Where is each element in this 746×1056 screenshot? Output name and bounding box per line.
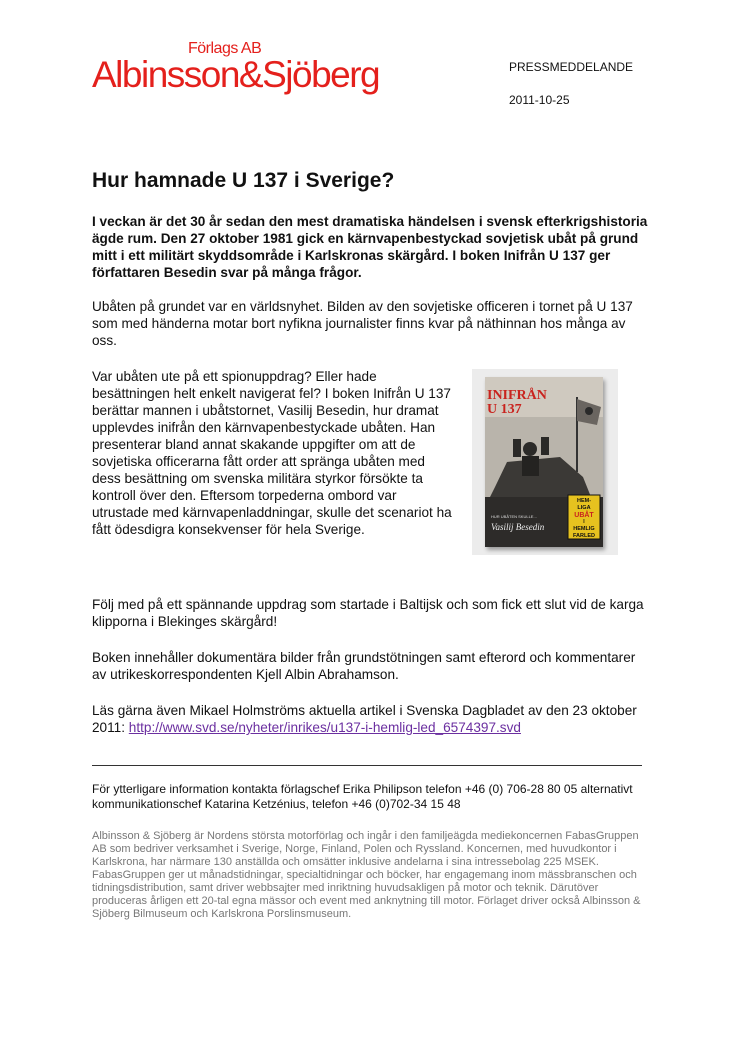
badge-line-3: UBÅT	[574, 512, 594, 519]
press-release-label: PRESSMEDDELANDE	[509, 60, 634, 74]
body-paragraph-3: Följ med på ett spännande uppdrag som startade i Baltijsk och som fick ett slut vid de karga klipporna i Blekinges skärgård!	[92, 597, 644, 629]
badge-line-4: I	[583, 519, 585, 525]
badge-line-5: HEMLIG	[573, 526, 595, 532]
book-cover	[485, 377, 603, 547]
logo-wordmark: Albinsson&Sjöberg	[92, 54, 380, 95]
article-reference-text: Läs gärna även Mikael Holmströms aktuella artikel i Svenska Dagbladet av den 23 oktober 2011:	[92, 703, 637, 735]
book-cover-image	[472, 369, 618, 555]
press-release-date: 2011-10-25	[509, 93, 570, 107]
book-title-line-1: INIFRÅN	[487, 388, 547, 403]
divider	[92, 765, 642, 766]
body-paragraph-1: Ubåten på grundet var en världsnyhet. Bilden av den sovjetiske officeren i tornet på U 137 som med händerna motar bort nyfikna journalister finns kvar på näthinnan hos många av oss.	[92, 299, 633, 348]
logo-subtitle: Förlags AB	[188, 40, 262, 57]
contact-info: För ytterligare information kontakta förlagschef Erika Philipson telefon +46 (0) 706-28 80 05 alternativt kommunikationschef Katarina Ketzénius, telefon +46 (0)702-34 15 48	[92, 782, 633, 811]
book-cover-artwork	[485, 377, 603, 547]
book-title-line-2: U 137	[487, 402, 522, 417]
lead-paragraph: I veckan är det 30 år sedan den mest dramatiska händelsen i svensk efterkrigshistoria ägde rum. Den 27 oktober 1981 gick en kärnvapenbestyckad sovjetisk ubåt på grund mitt i ett militärt skyddsområde i Karlskronas skärgård. I boken Inifrån U 137 ger författaren Besedin svar på många frågor.	[92, 214, 648, 280]
badge-line-2: LIGA	[577, 505, 591, 511]
body-paragraph-4: Boken innehåller dokumentära bilder från grundstötningen samt efterord och kommentarer av utrikeskorrespondenten Kjell Albin Abrahamson.	[92, 650, 636, 682]
page-title: Hur hamnade U 137 i Sverige?	[92, 169, 395, 192]
badge-line-6: FARLED	[573, 533, 595, 539]
body-paragraph-5	[92, 702, 652, 736]
svd-article-link[interactable]: http://www.svd.se/nyheter/inrikes/u137-i-hemlig-led_6574397.svd	[128, 720, 521, 735]
badge-line-1: HEM-	[576, 498, 592, 504]
body-paragraph-2: Var ubåten ute på ett spionuppdrag? Eller hade besättningen helt enkelt navigerat fel? I boken Inifrån U 137 berättar mannen i ubåtstornet, Vasilij Besedin, hur dramat upplevdes inifrån den kärnvapenbestyckade ubåten. Han presenterar bland annat skakande uppgifter om att de sovjetiska officerarna fått order att spränga ubåten med dess besättning om svenska militära styrkor försökte ta kontroll över den. Eftersom torpederna ombord var utrustade med kärnvapenladdningar, skulle det scenariot ha fått ödesdigra konsekvenser för hela Sverige.	[92, 369, 452, 537]
book-tagline: HUR UBÅTEN SKULLE...	[491, 514, 537, 519]
publisher-logo	[92, 40, 392, 108]
book-author: Vasilij Besedin	[491, 522, 545, 532]
company-boilerplate: Albinsson & Sjöberg är Nordens största motorförlag och ingår i den familjeägda mediekoncernen FabasGruppen AB som bedriver verksamhet i Sverige, Norge, Finland, Polen och Ryssland. Koncernen, med huvudkontor i Karlskrona, har närmare 130 anställda och omsätter inklusive andelarna i sina intressebolag 225 MSEK. FabasGruppen ger ut månadstidningar, specialtidningar och böcker, har engagemang inom mässbranschen och tidningsdistribution, samt driver webbsajter med inriktning huvudsakligen på motor och teknik. Därutöver produceras årligen ett 20-tal egna mässor och event med anknytning till motor. Förlaget driver också Albinsson & Sjöberg Bilmuseum och Karlskrona Porslinsmuseum.	[92, 830, 641, 920]
